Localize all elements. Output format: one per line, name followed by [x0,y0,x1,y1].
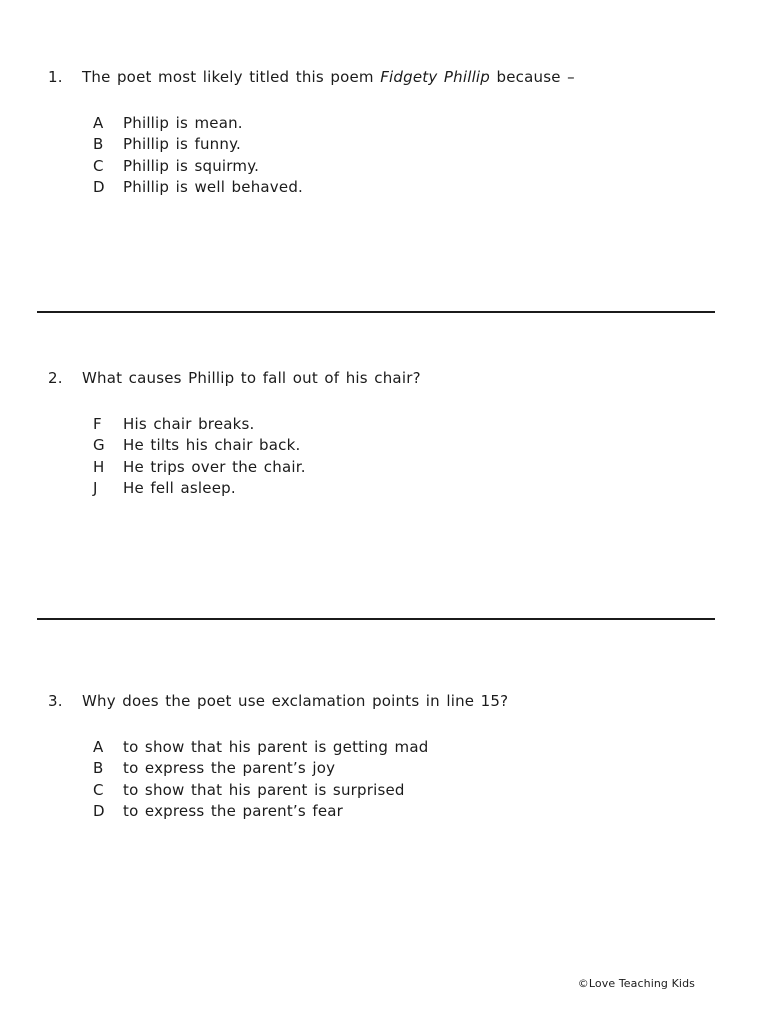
question-3-text-prefix: Why does the poet use exclamation points in line 15? [82,692,509,710]
option-letter: D [93,178,105,197]
option-text: to express the parent’s fear [123,802,344,821]
option-letter: G [93,436,105,455]
option-text: Phillip is funny. [123,135,241,154]
copyright-credit: ©Love Teaching Kids [577,977,695,990]
question-3-number: 3. [48,692,63,710]
option-text: Phillip is well behaved. [123,178,304,197]
option-text: Phillip is mean. [123,114,243,132]
question-3-text [82,691,744,712]
answer-option-3a [93,737,744,758]
question-2-text-prefix: What causes Phillip to fall out of his chair? [82,369,421,387]
option-text: He tilts his chair back. [123,436,301,455]
answer-option-2f [93,414,744,435]
option-letter: C [93,780,104,799]
question-2-number: 2. [48,369,63,387]
option-letter: A [93,114,104,132]
answer-option-2g [93,435,744,456]
option-text: to show that his parent is surprised [123,780,405,799]
poem-title-italic: Fidgety Phillip [380,68,491,86]
question-1-text-suffix: because – [490,68,575,86]
option-letter: A [93,738,104,756]
question-2 [48,368,744,500]
option-letter: F [93,415,102,433]
answer-option-1a [93,113,744,134]
question-1-text [82,67,744,88]
question-2-line [48,368,744,389]
question-3 [48,691,744,823]
option-text: His chair breaks. [123,415,255,433]
option-letter: B [93,759,104,778]
answer-option-2h [93,457,744,478]
question-1-text-prefix: The poet most likely titled this poem [82,68,381,86]
question-1 [48,67,744,199]
answer-option-3c [93,780,744,801]
question-1-line [48,67,744,88]
answer-option-1d [93,177,744,198]
answer-option-3b [93,758,744,779]
option-letter: H [93,457,105,476]
question-1-number: 1. [48,68,63,86]
option-text: to express the parent’s joy [123,759,336,778]
question-3-line [48,691,744,712]
option-text: Phillip is squirmy. [123,156,260,175]
section-divider [37,618,715,620]
option-text: He fell asleep. [123,479,236,498]
option-letter: C [93,156,104,175]
question-2-text [82,368,744,389]
option-text: He trips over the chair. [123,457,306,476]
answer-option-3d [93,801,744,822]
question-2-options [48,414,744,500]
option-letter: D [93,802,105,821]
answer-option-2j [93,478,744,499]
option-text: to show that his parent is getting mad [123,738,429,756]
answer-option-1c [93,156,744,177]
option-letter: B [93,135,104,154]
question-3-options [48,737,744,823]
question-1-options [48,113,744,199]
option-letter: J [93,479,98,498]
answer-option-1b [93,134,744,155]
section-divider [37,311,715,313]
